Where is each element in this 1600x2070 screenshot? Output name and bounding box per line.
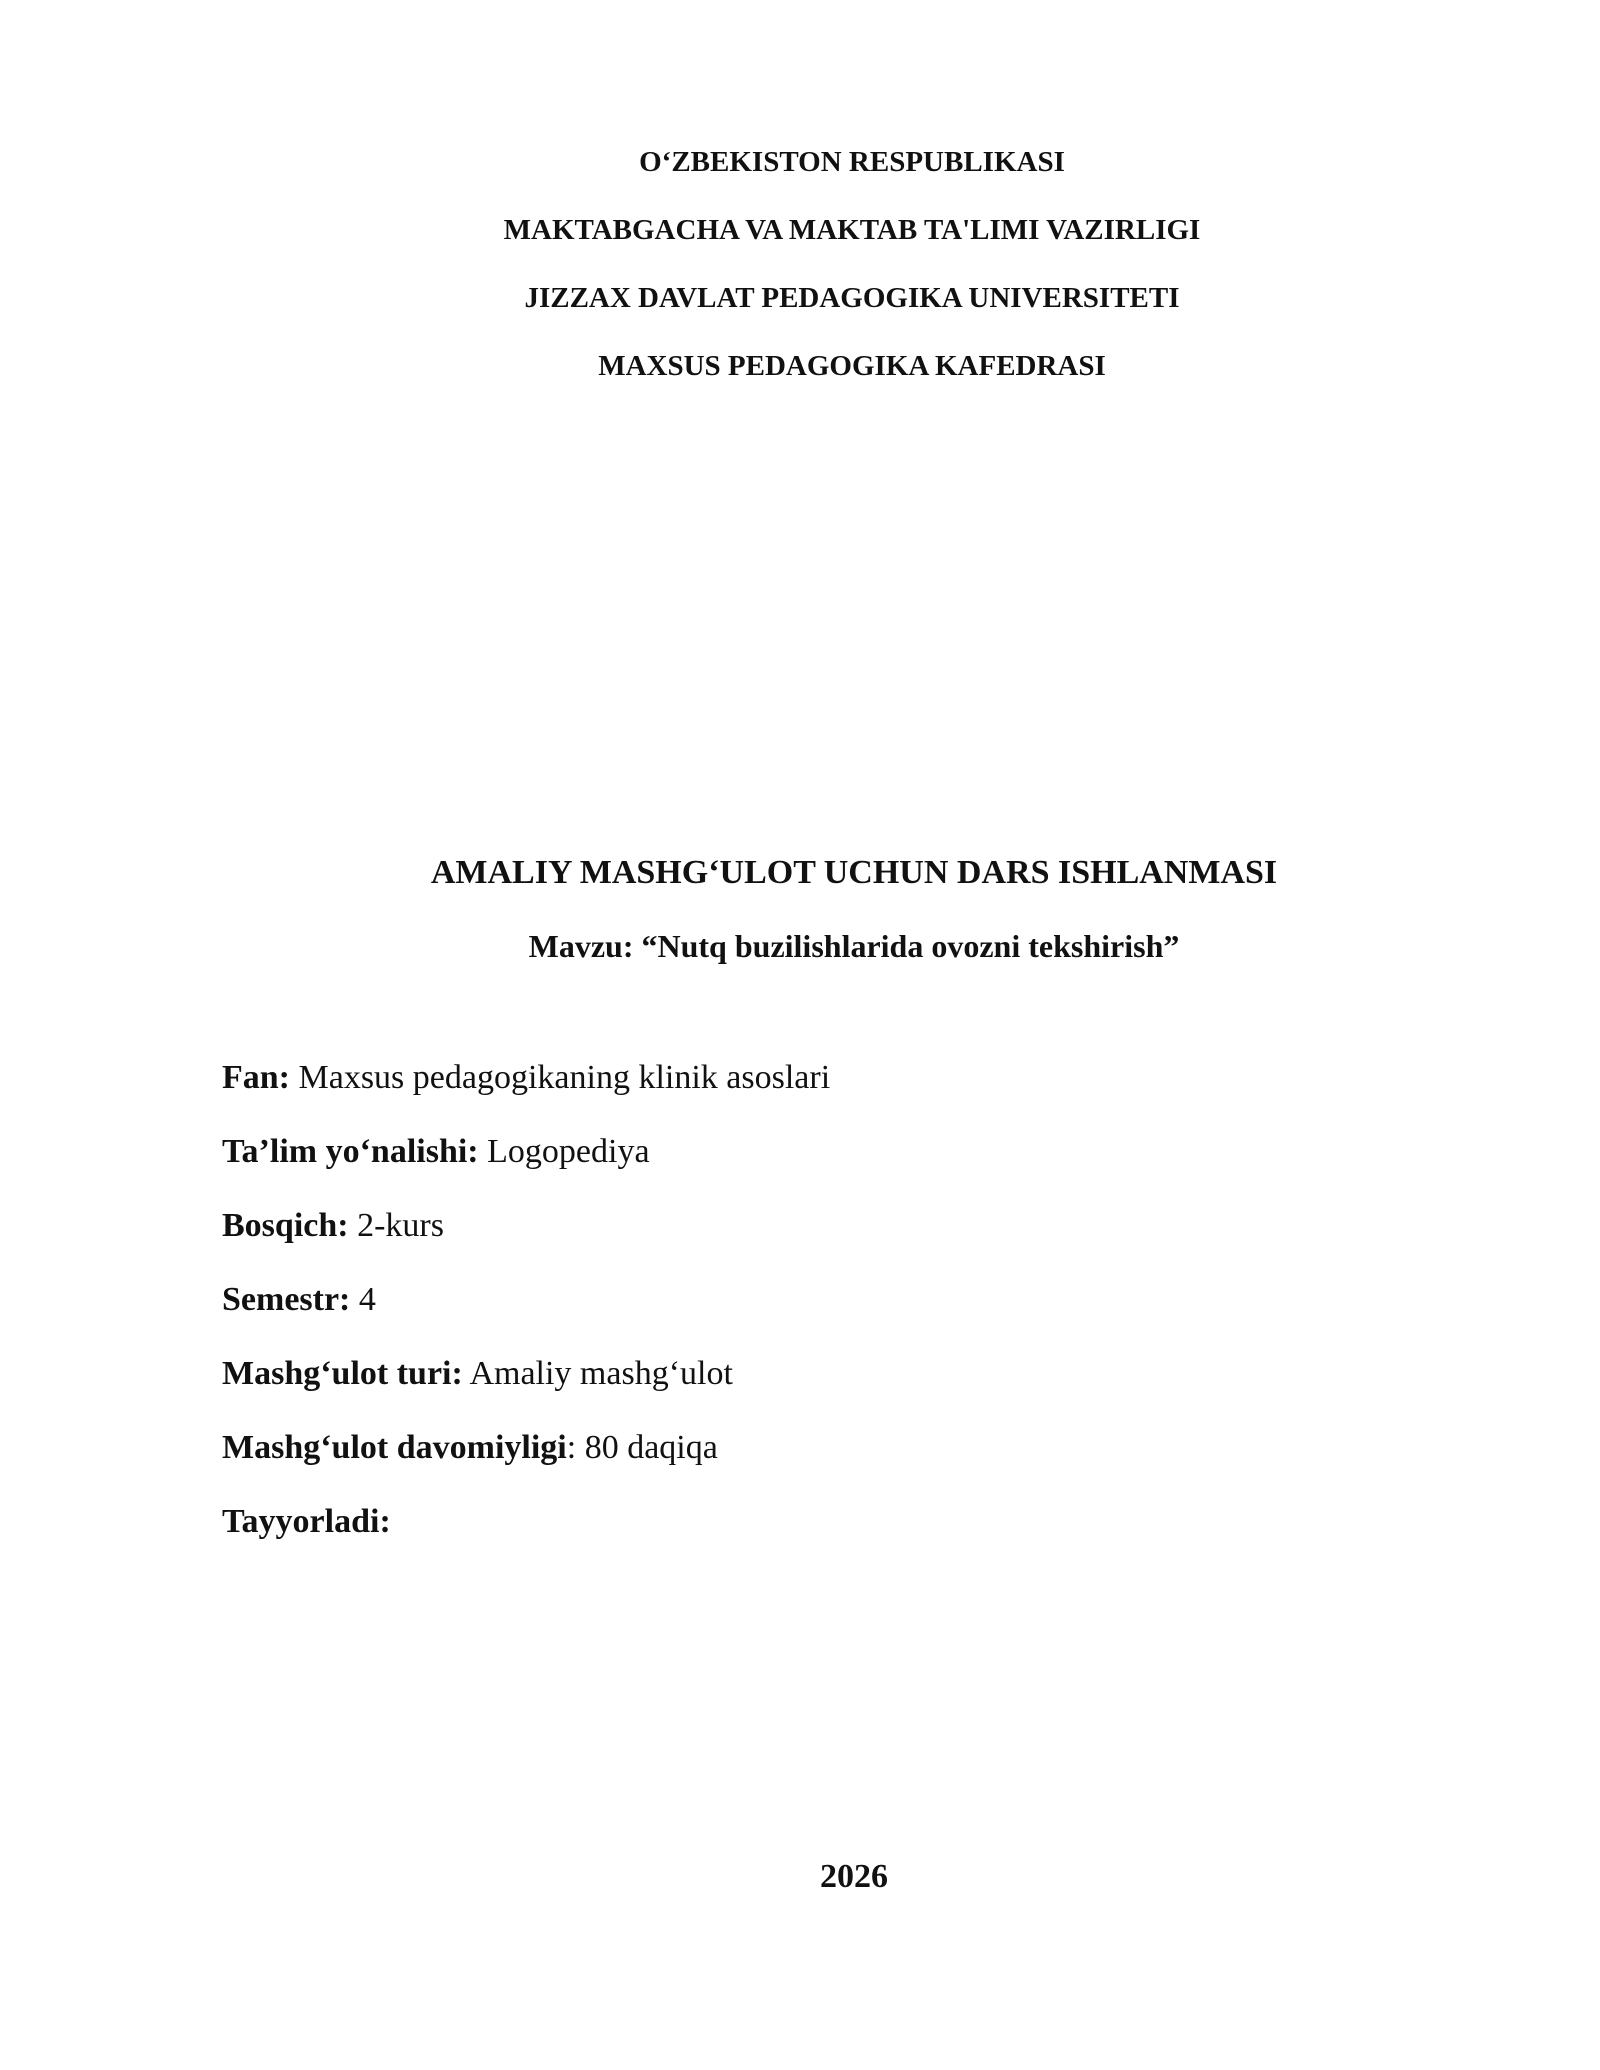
info-value-turi: Amaliy mashg‘ulot: [462, 1355, 733, 1392]
info-row-semestr: [222, 1280, 1422, 1320]
info-value-bosqich: 2-kurs: [348, 1207, 444, 1244]
header-line-ministry: MAKTABGACHA VA MAKTAB TA'LIMI VAZIRLIGI: [503, 214, 1201, 246]
info-row-davomiylik: [222, 1428, 1422, 1468]
info-value-yonalish: Logopediya: [478, 1133, 650, 1170]
info-label-fan: Fan:: [222, 1059, 290, 1096]
info-row-yonalish: [222, 1132, 1422, 1172]
info-label-bosqich: Bosqich:: [222, 1207, 349, 1244]
info-label-turi: Mashg‘ulot turi:: [222, 1355, 463, 1392]
document-year: 2026: [820, 1858, 888, 1895]
info-value-semestr: 4: [350, 1281, 376, 1318]
document-topic: Mavzu: “Nutq buzilishlarida ovozni tekshirish”: [528, 928, 1180, 964]
info-label-tayyorladi: Tayyorladi:: [222, 1503, 391, 1540]
info-row-fan: [222, 1058, 1422, 1098]
header-line-university: JIZZAX DAVLAT PEDAGOGIKA UNIVERSITETI: [524, 282, 1180, 314]
course-info: [222, 1058, 1422, 1576]
info-label-semestr: Semestr:: [222, 1281, 351, 1318]
document-title-block: [0, 853, 1600, 965]
info-value-fan: Maxsus pedagogikaning klinik asoslari: [290, 1059, 831, 1096]
document-title: AMALIY MASHG‘ULOT UCHUN DARS ISHLANMASI: [430, 854, 1278, 891]
institution-header: [0, 145, 1600, 417]
header-line-republic: O‘ZBEKISTON RESPUBLIKASI: [639, 146, 1065, 178]
info-row-turi: [222, 1354, 1422, 1394]
info-separator-davomiylik: :: [566, 1429, 577, 1466]
header-line-department: MAXSUS PEDAGOGIKA KAFEDRASI: [598, 350, 1106, 382]
info-value-davomiylik: 80 daqiqa: [576, 1429, 718, 1466]
info-row-bosqich: [222, 1206, 1422, 1246]
info-label-davomiylik: Mashg‘ulot davomiyligi: [222, 1429, 567, 1466]
info-label-yonalish: Ta’lim yo‘nalishi:: [222, 1133, 479, 1170]
info-row-tayyorladi: [222, 1502, 1422, 1542]
